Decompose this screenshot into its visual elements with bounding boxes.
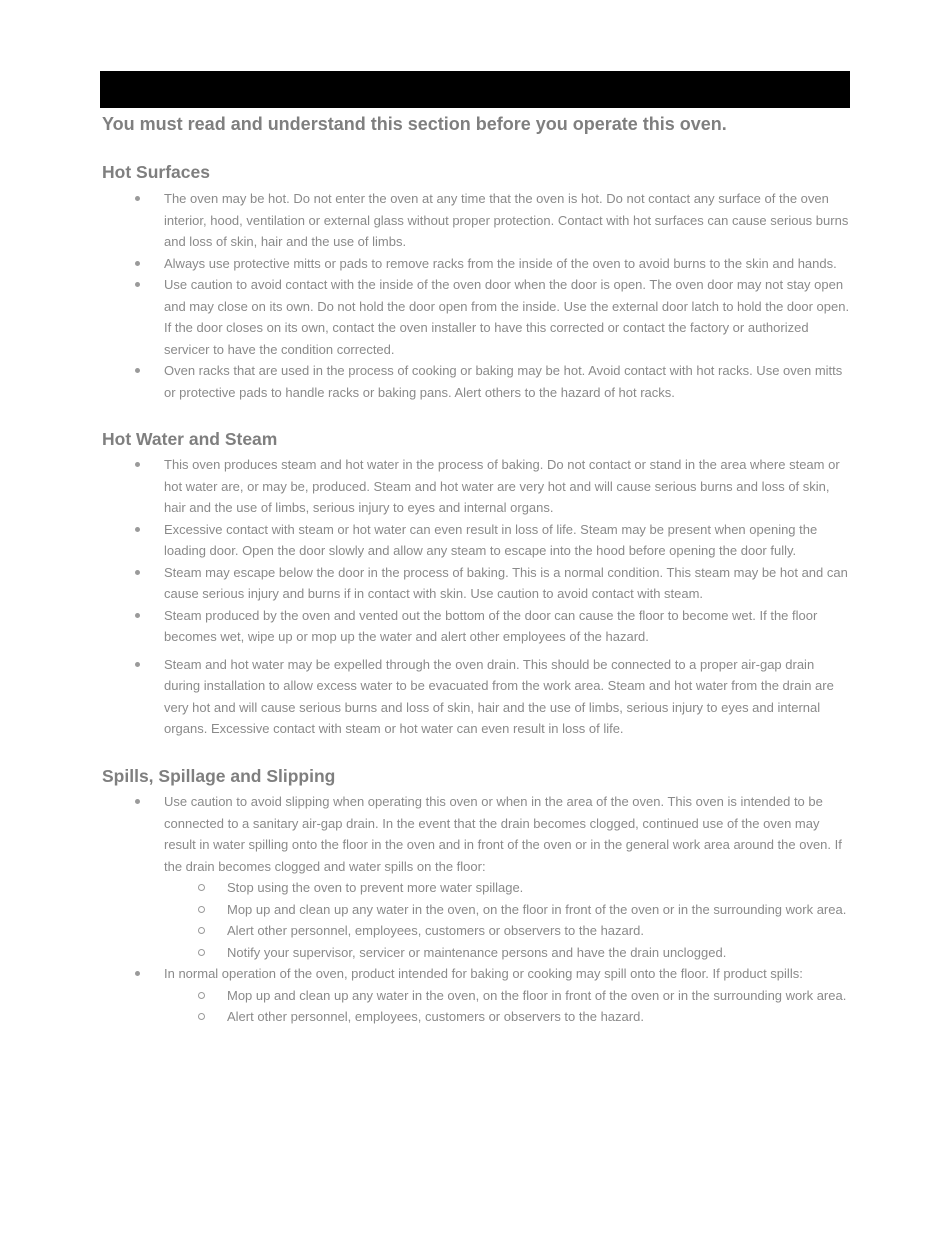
list-item: This oven produces steam and hot water in the process of baking. Do not contact or stand in the area where steam or hot water are, or may be, produced. Steam and hot water are very hot and will cause serious burns and loss of skin, hair and the use of limbs, serious injury to eyes and internal organs. [102,454,850,519]
hollow-bullet-icon [198,992,205,999]
list-item: Use caution to avoid slipping when operating this oven or when in the area of the oven. This oven is intended to be connected to a sanitary air-gap drain. In the event that the drain becomes clogged, continued use of the oven may result in water spilling onto the floor in the oven and in front of the oven or in the general work area around the oven. If the drain becomes clogged and water spills on the floor: Stop using the oven to prevent more water spillage. Mop up and clean up any water in the oven, on the floor in front of the oven or in the surrounding work area. Alert other personnel, employees, customers or observers to the hazard. Notify your supervisor, servicer or maintenance persons and have the drain unclogged. [102,791,850,963]
hot-surfaces-list [102,188,850,403]
section-heading-hot-water-steam: Hot Water and Steam [102,429,278,449]
list-item: Excessive contact with steam or hot water can even result in loss of life. Steam may be present when opening the loading door. Open the door slowly and allow any steam to escape into the hood before opening the door fully. [102,519,850,562]
sub-list-item: Mop up and clean up any water in the oven, on the floor in front of the oven or in the surrounding work area. [164,985,850,1007]
hollow-bullet-icon [198,884,205,891]
bullet-icon [135,462,140,467]
sub-list-item: Alert other personnel, employees, customers or observers to the hazard. [164,1006,850,1028]
sub-list-item: Mop up and clean up any water in the oven, on the floor in front of the oven or in the surrounding work area. [164,899,850,921]
bullet-icon [135,261,140,266]
bullet-icon [135,368,140,373]
hollow-bullet-icon [198,1013,205,1020]
list-item: Use caution to avoid contact with the inside of the oven door when the door is open. The oven door may not stay open and may close on its own. Do not hold the door open from the inside. Use the external door latch to hold the door open. If the door closes on its own, contact the oven installer to have this corrected or contact the factory or authorized servicer to have the condition corrected. [102,274,850,360]
intro-warning: You must read and understand this section before you operate this oven. [102,114,727,134]
spills-list [102,791,850,1028]
bullet-icon [135,570,140,575]
list-item: The oven may be hot. Do not enter the oven at any time that the oven is hot. Do not contact any surface of the oven interior, hood, ventilation or external glass without proper protection. Contact with hot surfaces can cause serious burns and loss of skin, hair and the use of limbs. [102,188,850,253]
section-heading-spills: Spills, Spillage and Slipping [102,766,336,786]
bullet-icon [135,527,140,532]
list-item: Steam may escape below the door in the process of baking. This is a normal condition. This steam may be hot and can cause serious injury and burns if in contact with skin. Use caution to avoid contact with steam. [102,562,850,605]
list-item: Oven racks that are used in the process of cooking or baking may be hot. Avoid contact with hot racks. Use oven mitts or protective pads to handle racks or baking pans. Alert others to the hazard of hot racks. [102,360,850,403]
bullet-icon [135,971,140,976]
bullet-icon [135,282,140,287]
hollow-bullet-icon [198,906,205,913]
section-heading-hot-surfaces: Hot Surfaces [102,162,210,182]
sub-list [164,877,850,963]
list-item: Steam and hot water may be expelled through the oven drain. This should be connected to a proper air-gap drain during installation to allow excess water to be evacuated from the work area. Steam and hot water from the drain are very hot and will cause serious burns and loss of skin, hair and the use of limbs, serious injury to eyes and internal organs. Excessive contact with steam or hot water can even result in loss of life. [102,654,850,740]
header-bar [100,71,850,108]
sub-list-item: Alert other personnel, employees, customers or observers to the hazard. [164,920,850,942]
list-item: Steam produced by the oven and vented out the bottom of the door can cause the floor to become wet. If the floor becomes wet, wipe up or mop up the water and alert other employees of the hazard. [102,605,850,648]
bullet-icon [135,662,140,667]
list-item: In normal operation of the oven, product intended for baking or cooking may spill onto the floor. If product spills: Mop up and clean up any water in the oven, on the floor in front of the oven or in the surrounding work area. Alert other personnel, employees, customers or observers to the hazard. [102,963,850,1028]
sub-list-item: Stop using the oven to prevent more water spillage. [164,877,850,899]
hollow-bullet-icon [198,927,205,934]
bullet-icon [135,613,140,618]
hot-water-steam-list [102,454,850,740]
bullet-icon [135,799,140,804]
hollow-bullet-icon [198,949,205,956]
list-item: Always use protective mitts or pads to remove racks from the inside of the oven to avoid burns to the skin and hands. [102,253,850,275]
sub-list [164,985,850,1028]
sub-list-item: Notify your supervisor, servicer or maintenance persons and have the drain unclogged. [164,942,850,964]
bullet-icon [135,196,140,201]
